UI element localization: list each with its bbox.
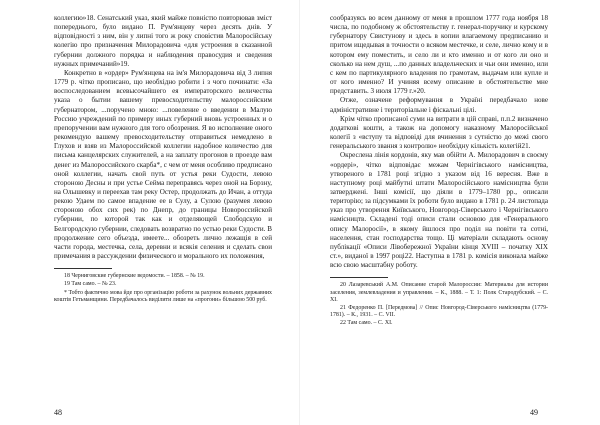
page-number: 49 bbox=[530, 408, 538, 417]
footnote: * Тобто фактично мова йде про організацію роботи за рахунок вольних державних коштів Гетьманщини. Передбачалось виділити лише на «прогони» більшою 500 руб. bbox=[54, 289, 272, 303]
page-number: 48 bbox=[54, 408, 62, 417]
body-paragraph: коллегию»18. Сенатський указ, який майже повністю повторював зміст попереднього, було видано П. Рум'янцеву через десять днів. У відповідності з ним, він у липні того ж року сповістив Малоросійську колегію про призначення Милорадовича «для устроения в сказанной губернии должного порядка и наблюдения правосудия и сведения нужных примечаний»19. bbox=[54, 14, 272, 68]
body-paragraph: Конкретно в «ордер» Рум'янцева на ім'я Милорадовича від 3 липня 1779 р. чітко прописано, що необхідно робити і з чого починати: «За воспоследованием всевысочайшего ея императорского величества указа о бытии вашему превосходительству малороссийским губернатором, ...поручено мною: ...повеление о введении в Малую Россию учреждений по примеру иных губерний вновь устроенных и о препоручении вам нужного для того обозрения. Я во исполнение оного рекомендую вашему превосходительству отправиться немедлено в Глухов и взяв из Малороссийской коллегии надобное количество для письма канцелярских служителей, а на заплату прогонов в проезде вам денег из Малороссийского скарба*, с чем от меня особливо предписано оной коллегии, начать свой путь от устья реки Судости, левою стороною Десны и при устье Сейма переправясь через оной на Борзну, на Олышевку и переехав там реку Остер, продолжать до Ичан, а оттуда рекою Удаем по самое впадение ее в Сулу, а Сулою (разумея левою стороною обох сих рек) по Днепр, до границы Новороссийской губернии, по которой так как и отделяющей Слободскую и Белгородскую губернии, следовать возвратно по устью реки Судости. В продолжение сего объезда, имеете... обозреть лично лежащія в сей части города, местечка, села, деревни и всякія селения и сделать свои примечания в рассуждении физического и морального их положения, bbox=[54, 68, 272, 261]
footnote: 22 Там само. – С. XI. bbox=[340, 320, 393, 327]
footnote: 21 Федоренко П. [Передмова] // Опис Новгород-Сіверського намісництва (1779-1781). – К., 1931. – С. VII. bbox=[330, 304, 548, 319]
footnote: 19 Там само. – № 23. bbox=[64, 281, 117, 288]
footnote: 18 Черниговские губернские ведомости. – 1858. – № 19. bbox=[64, 273, 205, 280]
footnote: 20 Лазаревський А.М. Описание старой Малороссии: Материалы для истории заселения, землевладения и управления. – К., 1888. – Т. 1: Полк Стародубский. – С. XI. bbox=[330, 282, 548, 303]
body-paragraph: Окреслена лінія кордонів, яку мав обійти А. Милорадович в своєму «ордері», чітко відповідає межам Чернігівського намісництва, утвореного в 1781 році згідно з указом від 16 вересня. Вже в наступному році майбутні штати Малоросійського намісництва були затверджені. Інші комісії, що діяли в 1779–1780 рр., описали територію; за підсумками їх роботи було видано в 1781 р. 24 листопада указ про утворення Київського, Новгород-Сіверського і Чернігівського намісництв. Складені тоді описи стали основою для «Генерального опису Малоросії», в якому йшлося про поділ на повіти та сотні, населення, стан господарства тощо. Ці матеріали складають основу публікації «Описи Лівобережної України кінця XVIII – початку XIX ст.», виданої в 1997 році22. Наступна в 1781 р. комісія виконала майже всю свою масштабну роботу. bbox=[330, 151, 548, 270]
body-paragraph: сообразуясь во всем данному от меня в прошлом 1777 года ноября 18 числа, по подобному ж обстоятельству г. генерал-поручику и курскому губернатору Свистунову и здесь в копии влагаемому предписанию и притом ищедывая в точности о всяком местечке, и селе, лично кому и в котором ему поместить, и село ли и кто именно и от кого ли оно и сколько на нем душ, ...по данных владельческих и чьи они именно, или с кем по партикулярного владения по грамотам, выдачам или купле и от кого именно? И учиняя всему описание в обстоятельстве мне представить. 3 июля 1779 г.»20. bbox=[330, 14, 548, 96]
left-text-column bbox=[54, 14, 272, 305]
body-paragraph: Отже, означене реформування в Україні передбачало нове адміністративне і територіальне і фіскальні цілі. bbox=[330, 96, 548, 114]
body-paragraph: Крім чітко прописаної суми на витрати в цій справі, п.п.2 визначено додаткові кошти, а також на допомогу наказному Малоросійської колегії з «вступу та відповіді для вчинення з сутністю до межі свого генеральського звання з контролю» необхідну кількість колегій21. bbox=[330, 114, 548, 151]
footnote-separator bbox=[330, 277, 388, 278]
footnote-separator bbox=[54, 268, 112, 269]
right-page bbox=[300, 0, 600, 425]
right-text-column bbox=[330, 14, 548, 329]
